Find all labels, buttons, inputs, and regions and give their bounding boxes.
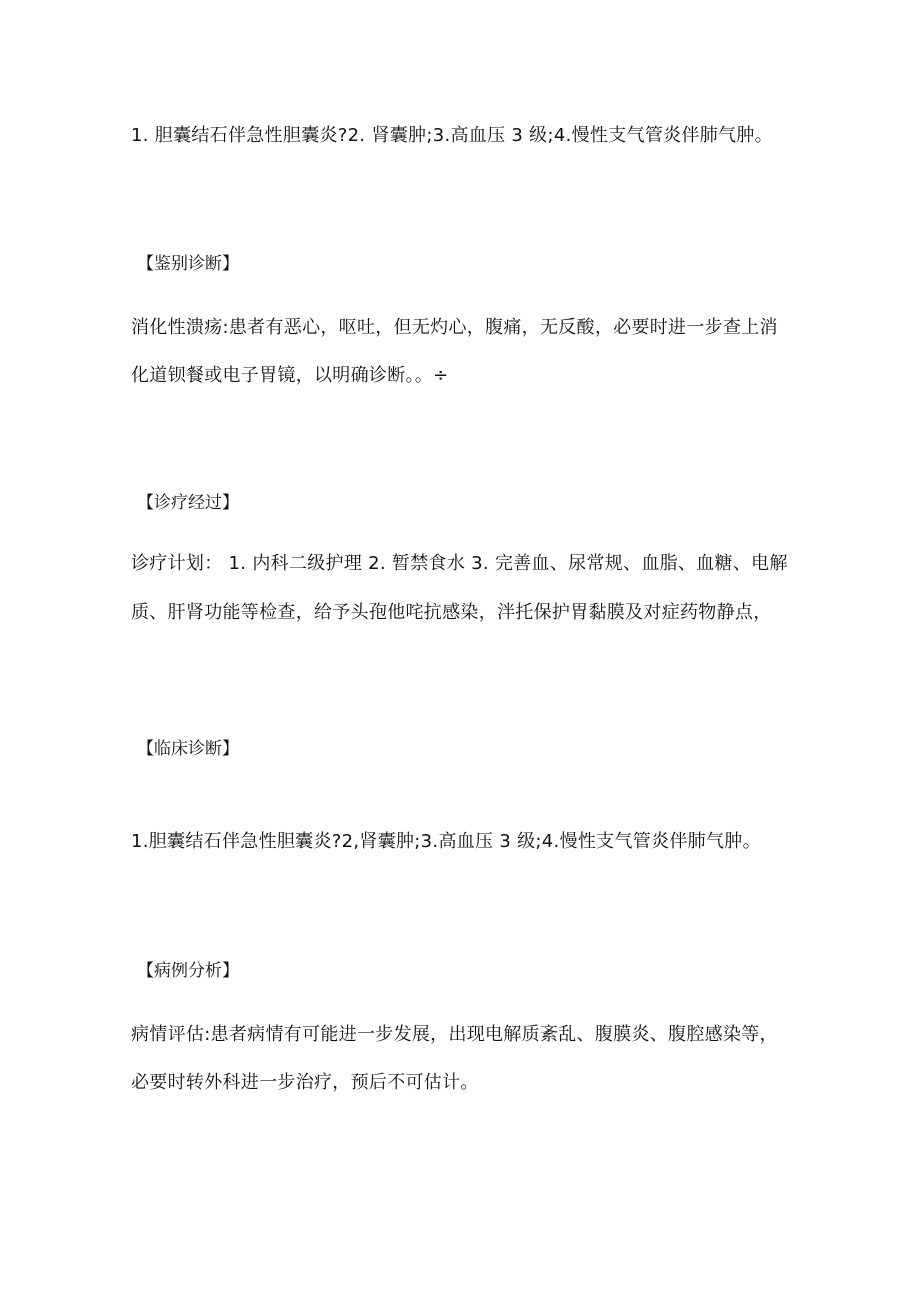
analysis-heading: 【病例分析】 <box>137 961 239 981</box>
differential-text-line-2: 化道钡餐或电子胃镜，以明确诊断。。÷ <box>131 365 449 386</box>
differential-text-line-1: 消化性溃疡:患者有恶心，呕吐，但无灼心，腹痛，无反酸，必要时进一步查上消 <box>131 317 778 338</box>
analysis-text-line-2: 必要时转外科进一步治疗，预后不可估计。 <box>131 1072 479 1093</box>
analysis-text-line-1: 病情评估:患者病情有可能进一步发展，出现电解质紊乱、腹膜炎、腹腔感染等， <box>131 1024 778 1045</box>
treatment-heading: 【诊疗经过】 <box>137 493 239 513</box>
treatment-text-line-2: 质、肝肾功能等检查，给予头孢他咤抗感染，泮托保护胃黏膜及对症药物静点， <box>131 602 772 623</box>
treatment-text-line-1: 诊疗计划： 1. 内科二级护理 2. 暂禁食水 3. 完善血、尿常规、血脂、血糖、电解 <box>131 553 788 574</box>
clinical-diagnosis-line: 1.胆囊结石伴急性胆囊炎?2,肾囊肿;3.高血压 3 级;4.慢性支气管炎伴肺气肿。 <box>131 831 761 852</box>
diagnosis-line: 1. 胆囊结石伴急性胆囊炎?2. 肾囊肿;3.高血压 3 级;4.慢性支气管炎伴肺气肿。 <box>131 125 773 146</box>
clinical-heading: 【临床诊断】 <box>137 739 239 759</box>
differential-heading: 【鉴别诊断】 <box>137 254 239 274</box>
